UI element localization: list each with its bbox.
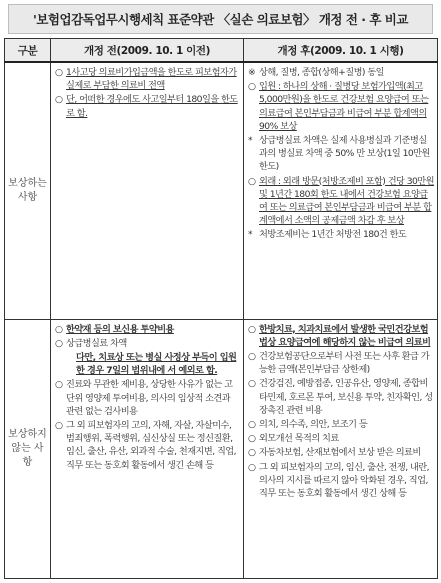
list-item-text: 외모개선 목적의 치료 xyxy=(259,433,339,445)
list-item-text: 외래 : 외래 방문(처방조제비 포함) 건당 30만원 및 1년간 180회 한도 내에서 건강보험 요양급여 또는 의료급여 본인부담금과 비급여 부분 합계액에서 소액의 공제금액 차감 후 보상 xyxy=(259,175,434,227)
list-item xyxy=(248,418,434,431)
header-after: 개정 후(2009. 10. 1 시행) xyxy=(244,39,438,63)
bullet-marker: ○ xyxy=(55,379,63,391)
list-item-text: 한방치료, 치과치료에서 발생한 국민건강보험법상 요양급여에 해당하지 않는 비급여 의료비 xyxy=(259,323,431,348)
table-row-excluded xyxy=(5,319,438,579)
bullet-marker: ○ xyxy=(248,433,256,445)
list-item xyxy=(248,350,434,376)
bullet-marker: ○ xyxy=(55,94,63,106)
list-item xyxy=(248,80,434,133)
bullet-marker: ○ xyxy=(55,67,63,78)
bullet-marker: ○ xyxy=(248,175,256,187)
document-title: '보험업감독업무시행세칙 표준약관 〈실손 의료보험〉 개정 전 · 후 비교 xyxy=(8,4,433,34)
list-item-text: 입원 : 하나의 상해 · 질병당 보험가입액(최고 5,000만원)을 한도로 건강보험 요양급여 또는 의료급여 본인부담금과 비급여 부분 합계액의 90% 보상 xyxy=(259,81,429,132)
list-item xyxy=(55,337,240,350)
bullet-marker: ○ xyxy=(55,323,63,335)
excluded-after-cell xyxy=(244,319,438,579)
row-label-covered: 보상하는 사항 xyxy=(5,62,51,319)
list-item xyxy=(248,228,434,241)
list-item xyxy=(248,134,434,174)
bullet-marker: ○ xyxy=(55,419,63,431)
list-item-text: 건강보험공단으로부터 사전 또는 사후 환급 가능한 금액(본인부담금 상한제) xyxy=(259,350,430,376)
list-item-text: 그 외 피보험자의 고의, 자해, 자살, 자살미수, 범죄행위, 폭력행위, 심신상실 또는 정신질환, 임신, 출산, 유산, 외과적 수술, 천재지변, 직업, 직무 또는 동호회 활동에서 생긴 손해 등 xyxy=(66,419,236,471)
comparison-table xyxy=(4,38,438,579)
list-item-text: 1사고당 의료비가입금액을 한도로 피보험자가 실제로 부담한 의료비 전액 xyxy=(66,67,237,92)
list-item-text: 의치, 의수족, 의안, 보조기 등 xyxy=(259,418,368,430)
list-item-text: 상급병실료 차액 xyxy=(66,337,127,349)
list-item-text: 진료와 무관한 제비용, 상당한 사유가 없는 고단위 영양제 투여비용, 의사의 임상적 소견과 관련 없는 검사비용 xyxy=(66,379,233,417)
list-item-text: 상해, 질병, 종합(상해+질병) 동일 xyxy=(259,67,384,78)
header-before: 개정 전(2009. 10. 1 이전) xyxy=(51,39,244,63)
list-item xyxy=(248,461,434,501)
list-item xyxy=(55,66,240,92)
covered-after-cell xyxy=(244,62,438,319)
list-item-text: 처방조제비는 1년간 처방전 180건 한도 xyxy=(259,229,407,241)
bullet-marker: * xyxy=(248,135,253,147)
list-item xyxy=(55,93,240,119)
bullet-marker: ○ xyxy=(248,447,256,459)
list-item-text: 다만, 치료상 또는 병실 사정상 부득이 입원한 경우 7일의 범위내에 서 예외로 함. xyxy=(76,351,237,377)
list-item xyxy=(248,432,434,445)
table-row-covered xyxy=(5,62,438,319)
list-item-text: 상급병실료 차액은 실제 사용병실과 기준병실과의 병실료 차액 중 50% 만 보상(1일 10만원 한도) xyxy=(259,135,430,173)
header-category: 구분 xyxy=(5,39,51,63)
list-item xyxy=(55,378,240,418)
bullet-marker: ○ xyxy=(248,323,256,335)
list-item-text: 건강검진, 예방접종, 인공유산, 영양제, 종합비타민제, 호르몬 투여, 보신용 투약, 친자확인, 성장촉진 관련 비용 xyxy=(259,378,433,416)
bullet-marker: ○ xyxy=(248,378,256,390)
list-item xyxy=(55,351,240,377)
list-item xyxy=(248,377,434,417)
list-item-text: 단, 어떠한 경우에도 사고일부터 180일을 한도로 함. xyxy=(66,94,238,119)
list-item xyxy=(248,175,434,228)
list-item-text: 한약재 등의 보신용 투약비용 xyxy=(66,323,174,335)
bullet-marker xyxy=(65,351,76,377)
list-item xyxy=(55,419,240,472)
list-item-text: 자동차보험, 산재보험에서 보상 받은 의료비 xyxy=(259,447,421,459)
list-item xyxy=(55,323,240,336)
list-item xyxy=(248,323,434,349)
bullet-marker: ○ xyxy=(248,418,256,430)
bullet-marker: ○ xyxy=(248,461,256,473)
bullet-marker: ○ xyxy=(55,337,63,349)
list-item xyxy=(248,66,434,79)
excluded-before-cell xyxy=(51,319,244,579)
header-row xyxy=(5,39,438,63)
row-label-excluded: 보상하지 않는 사항 xyxy=(5,319,51,579)
bullet-marker: * xyxy=(248,229,253,241)
list-item xyxy=(248,446,434,459)
bullet-marker: ○ xyxy=(248,350,256,362)
bullet-marker: ※ xyxy=(248,67,256,78)
list-item-text: 그 외 피보험자의 고의, 임신, 출산, 전쟁, 내란, 의사의 지시를 따르지 않아 악화된 경우, 직업, 직무 또는 동호회 활동에서 생긴 상해 등 xyxy=(259,461,429,499)
covered-before-cell xyxy=(51,62,244,319)
bullet-marker: ○ xyxy=(248,81,256,93)
